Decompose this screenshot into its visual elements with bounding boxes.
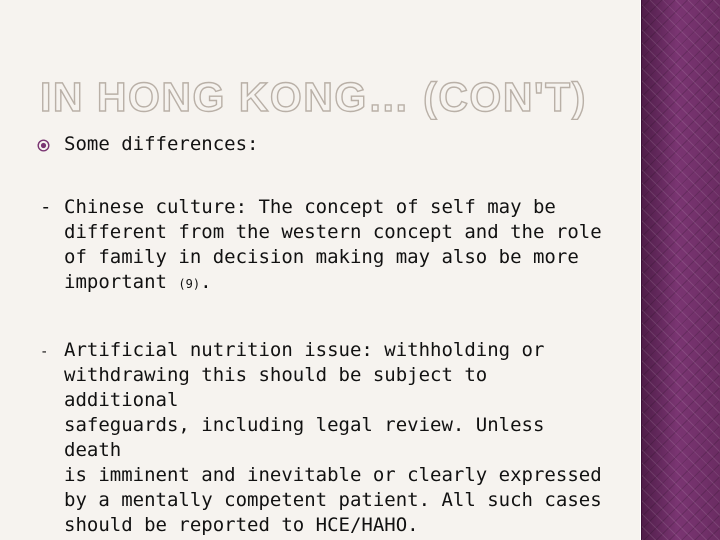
intro-text: Some differences: [64,133,259,155]
item-2-paragraph [64,338,604,538]
item-1-line-4-start: important [64,271,179,293]
item-1-line-3: of family in decision making may also be more [64,246,579,268]
item-1-marker: - [40,196,52,218]
slide-title-text: IN HONG KONG… (CON'T) [40,74,587,120]
item-2-line-6: should be reported to HCE/HAHO. [64,514,419,536]
decorative-side-panel [641,0,720,540]
item-2-line-2: withdrawing this should be subject to additional [64,364,488,411]
item-1-line-4-end: . [200,271,212,293]
item-1-line-2: different from the western concept and the role [64,221,602,243]
reference-citation: (9) [178,277,201,291]
item-2-line-4: is imminent and inevitable or clearly expressed [64,464,602,486]
item-2-line-5: by a mentally competent patient. All such cases [64,489,602,511]
item-2-marker: - [40,344,49,360]
item-2-line-1: Artificial nutrition issue: withholding or [64,339,545,361]
item-1-line-1: Chinese culture: The concept of self may be [64,196,556,218]
slide-title [38,70,618,120]
radio-bullet-icon [37,139,50,152]
item-2-line-3: safeguards, including legal review. Unless death [64,414,545,461]
item-1-paragraph [64,195,604,297]
item-1-line-4 [64,270,604,297]
